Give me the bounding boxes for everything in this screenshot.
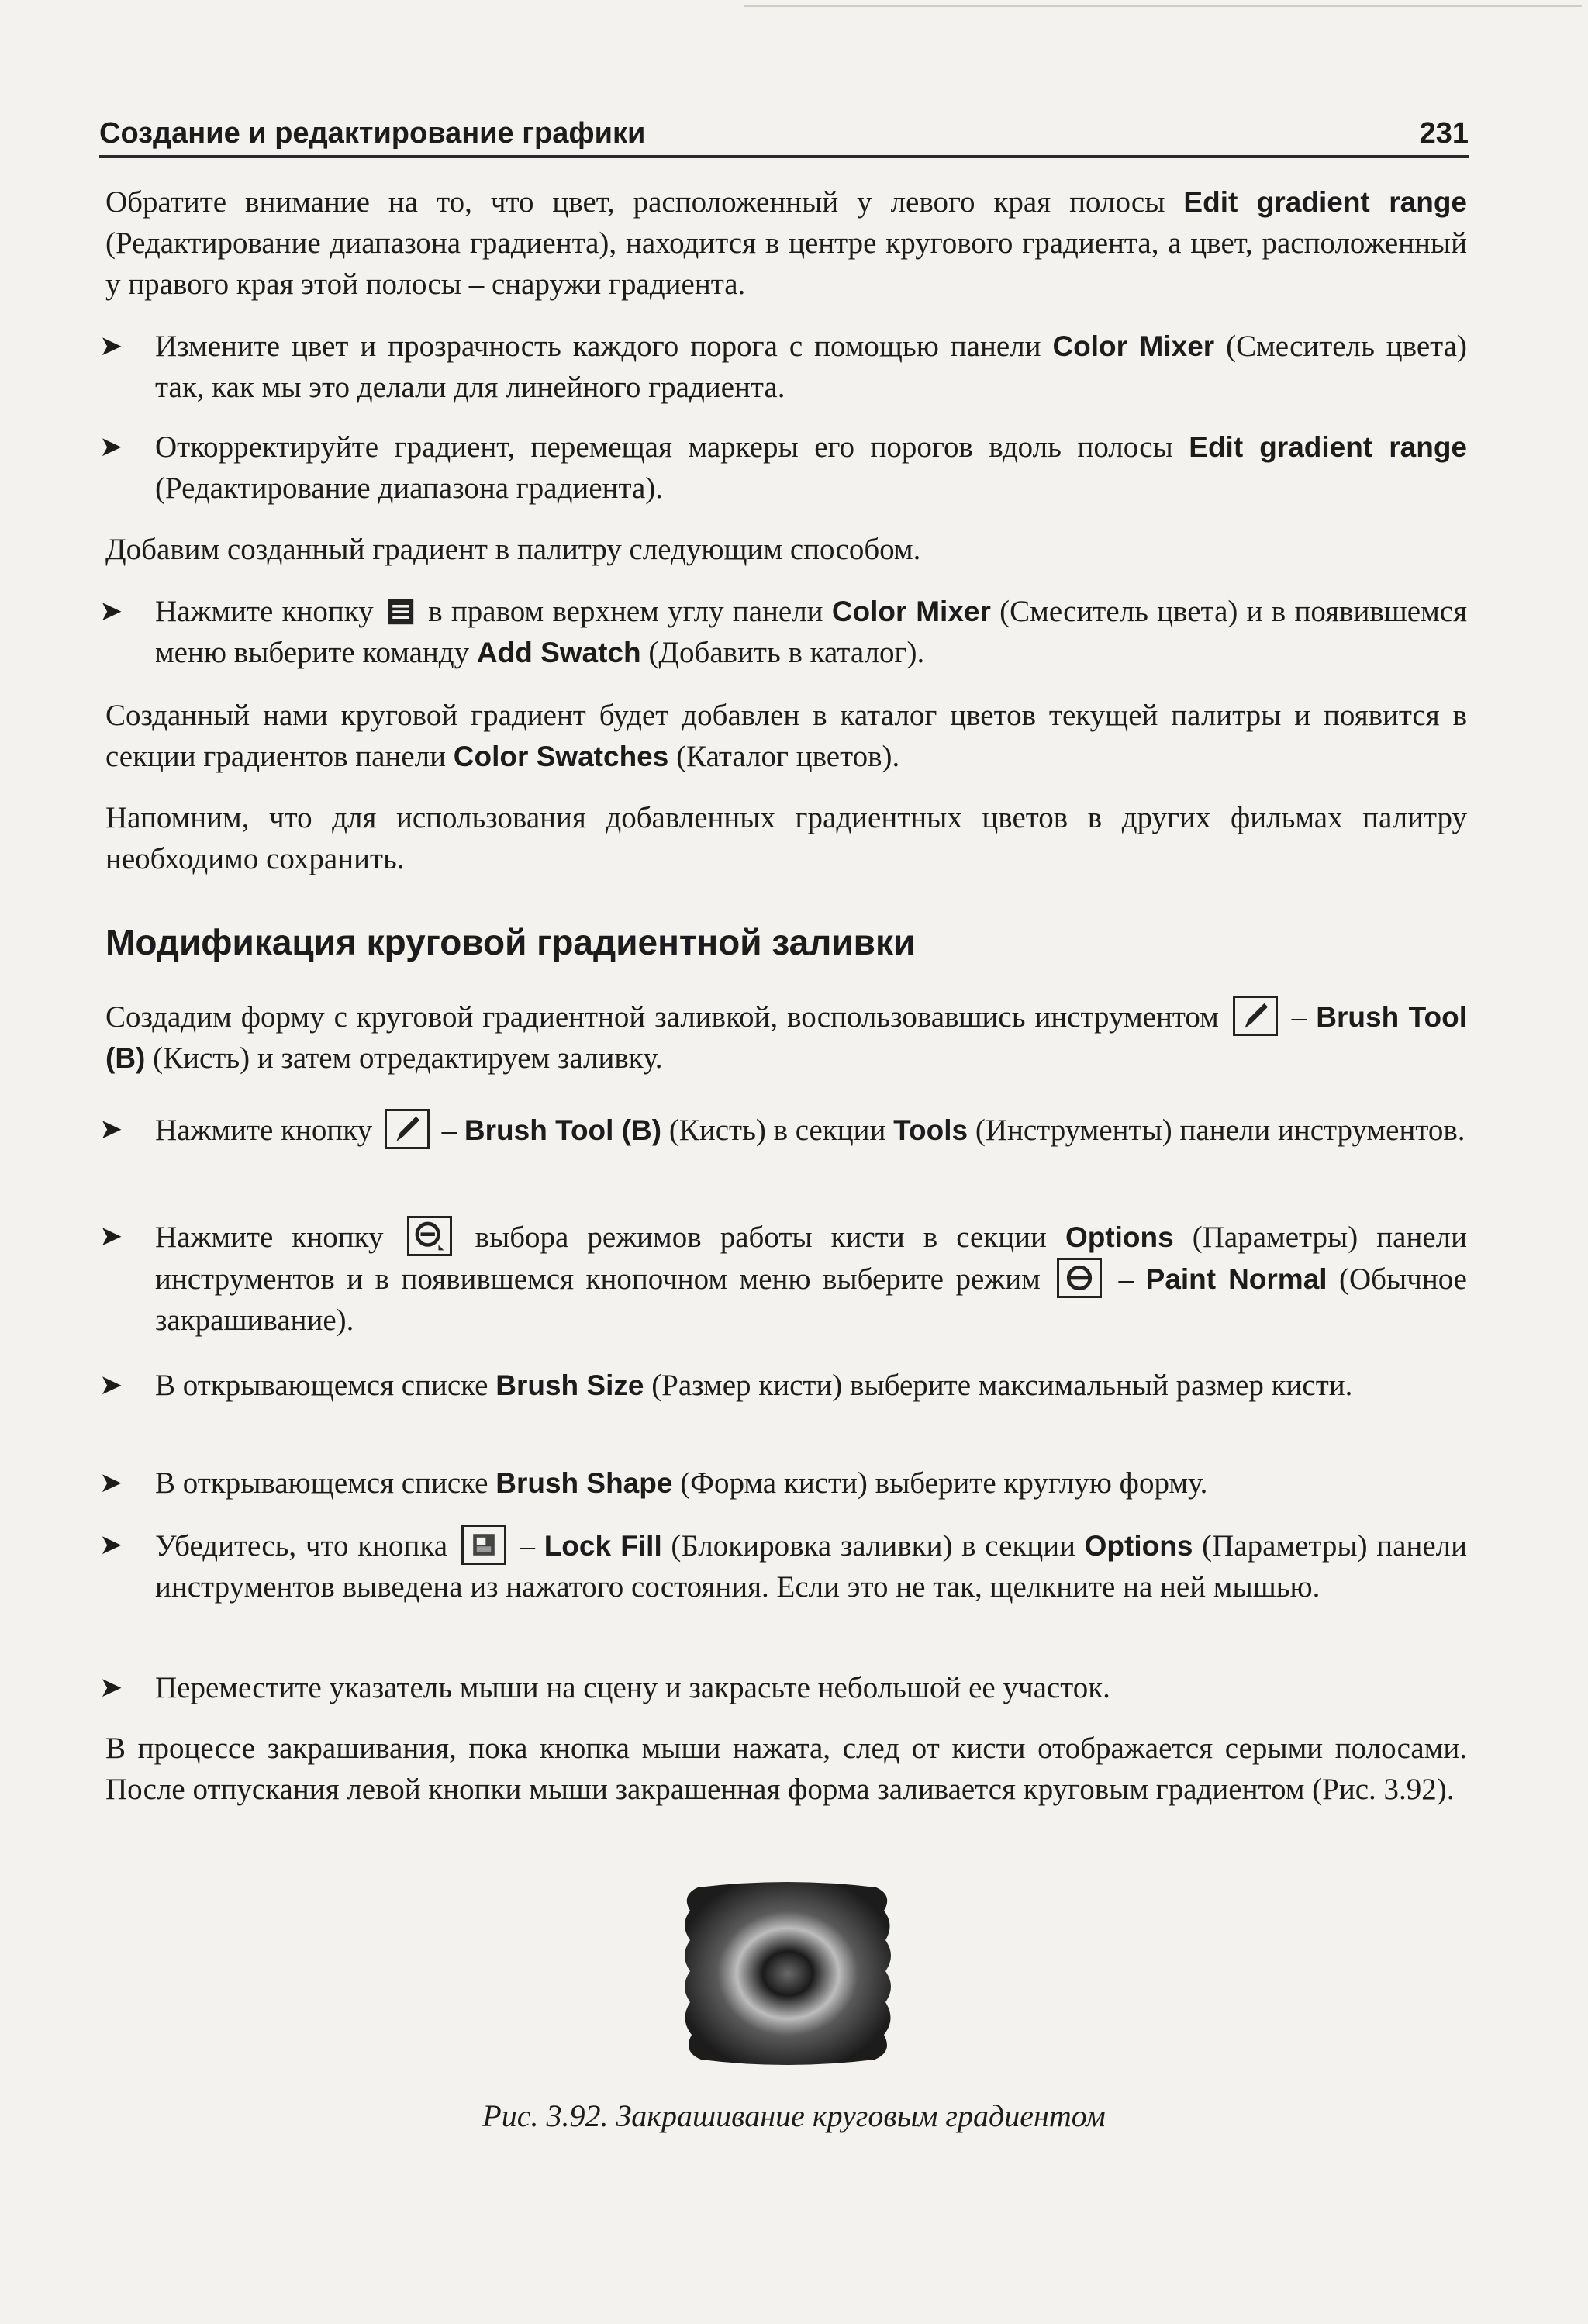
text: Переместите указатель мыши на сцену и закрасьте небольшой ее участок. <box>155 1671 1110 1704</box>
term-brush-tool: Brush Tool (B) <box>105 1001 1468 1074</box>
text: Измените цвет и прозрачность каждого порога с помощью панели <box>155 330 1053 363</box>
bullet-arrow: ➤ <box>99 431 123 462</box>
bullet-arrow: ➤ <box>99 1114 123 1145</box>
lock-fill-icon <box>461 1525 506 1565</box>
text: (Редактирование диапазона градиента). <box>155 471 664 505</box>
text: Нажмите кнопку <box>155 1221 402 1254</box>
text: (Каталог цветов). <box>668 740 900 773</box>
text: – <box>1282 1000 1317 1034</box>
running-header <box>99 115 1469 158</box>
text: (Добавить в каталог). <box>640 636 925 669</box>
text: Обратите внимание на то, что цвет, расположенный у левого края полосы <box>105 185 1184 219</box>
list-item <box>155 326 1467 408</box>
list-item <box>155 1462 1467 1504</box>
text: (Блокировка заливки) в секции <box>661 1529 1085 1563</box>
paragraph-gradient-colors <box>105 181 1467 305</box>
paragraph-brush-intro <box>105 996 1467 1079</box>
term-options: Options <box>1084 1530 1193 1562</box>
text: (Смеситель цвета) так, как мы это делали для линейного градиента. <box>155 330 1467 404</box>
bullet-arrow: ➤ <box>99 1221 123 1252</box>
text: (Обычное закрашивание). <box>155 1262 1467 1337</box>
term-add-swatch: Add Swatch <box>476 637 641 668</box>
list-item <box>155 1525 1467 1607</box>
text: выбора режимов работы кисти в секции <box>456 1221 1065 1254</box>
term-brush-shape: Brush Shape <box>495 1467 673 1499</box>
term-edit-gradient-range: Edit gradient range <box>1189 431 1467 463</box>
bullet-arrow: ➤ <box>99 596 123 627</box>
figure-radial-gradient-shape <box>675 1877 899 2070</box>
paragraph-painting-result <box>105 1728 1467 1810</box>
text: Нажмите кнопку <box>155 1114 380 1147</box>
text: Нажмите кнопку <box>155 595 382 628</box>
text: Создадим форму с круговой градиентной заливкой, воспользовавшись инструментом <box>105 1000 1228 1034</box>
text: В открывающемся списке <box>155 1466 496 1500</box>
term-tools: Tools <box>893 1114 968 1146</box>
text: (Редактирование диапазона градиента), находится в центре кругового градиента, а цвет, расположенный у правого края этой полосы – снаружи градиента. <box>105 226 1467 301</box>
term-color-swatches: Color Swatches <box>453 741 669 772</box>
term-brush-tool: Brush Tool (B) <box>464 1114 662 1146</box>
text: Убедитесь, что кнопка <box>155 1529 457 1563</box>
bullet-arrow: ➤ <box>99 330 123 361</box>
text: (Параметры) панели инструментов выведена из нажатого состояния. Если это не так, щелкните на ней мышью. <box>155 1529 1467 1604</box>
text: – <box>433 1114 464 1147</box>
paragraph-swatches <box>105 695 1467 777</box>
bullet-arrow: ➤ <box>99 1529 123 1560</box>
term-color-mixer: Color Mixer <box>1052 330 1215 362</box>
text: (Форма кисти) выберите круглую форму. <box>672 1466 1208 1500</box>
text: в правом верхнем углу панели <box>419 595 832 628</box>
term-options: Options <box>1065 1221 1174 1253</box>
panel-menu-icon <box>387 598 415 626</box>
text: В процессе закрашивания, пока кнопка мыши нажата, след от кисти отображается серыми полосами. После отпускания левой кнопки мыши закрашенная форма заливается круговым градиентом (Рис. 3.92). <box>105 1732 1467 1806</box>
list-item <box>155 1109 1467 1151</box>
list-item <box>155 426 1467 509</box>
paragraph-save-palette <box>105 797 1467 879</box>
brush-mode-icon <box>407 1216 452 1256</box>
text: (Параметры) панели инструментов и в появившемся кнопочном меню выберите режим <box>155 1221 1467 1296</box>
text: Откорректируйте градиент, перемещая маркеры его порогов вдоль полосы <box>155 430 1189 464</box>
term-paint-normal: Paint Normal <box>1145 1263 1327 1295</box>
paragraph-add-gradient <box>105 529 1467 570</box>
header-title: Создание и редактирование графики <box>99 117 646 150</box>
text: Напомним, что для использования добавленных градиентных цветов в других фильмах палитру необходимо сохранить. <box>105 801 1467 875</box>
text: (Кисть) в секции <box>661 1114 894 1147</box>
brush-tool-icon <box>385 1109 430 1149</box>
term-brush-size: Brush Size <box>495 1369 644 1401</box>
text: (Смеситель цвета) и в появившемся меню выберите команду <box>155 595 1468 669</box>
brush-tool-icon <box>1233 996 1278 1036</box>
text: (Кисть) и затем отредактируем заливку. <box>145 1041 663 1075</box>
text: – <box>510 1529 544 1563</box>
list-item <box>155 1365 1467 1406</box>
bullet-arrow: ➤ <box>99 1467 123 1498</box>
text: (Размер кисти) выберите максимальный размер кисти. <box>644 1369 1353 1402</box>
figure-caption: Рис. 3.92. Закрашивание круговым градиентом <box>482 2098 1106 2133</box>
scan-edge-line <box>744 5 1582 7</box>
list-item <box>155 591 1467 673</box>
term-lock-fill: Lock Fill <box>544 1530 662 1562</box>
list-item <box>155 1216 1467 1341</box>
text: – <box>1106 1262 1146 1296</box>
text: Созданный нами круговой градиент будет добавлен в каталог цветов текущей палитры и появится в секции градиентов панели <box>105 699 1467 773</box>
text: (Инструменты) панели инструментов. <box>968 1114 1465 1147</box>
text: В открывающемся списке <box>155 1369 496 1402</box>
bullet-arrow: ➤ <box>99 1672 123 1703</box>
term-edit-gradient-range: Edit gradient range <box>1183 186 1468 218</box>
paint-normal-icon <box>1057 1258 1102 1298</box>
text: Добавим созданный градиент в палитру следующим способом. <box>105 533 921 566</box>
page-number: 231 <box>1419 117 1469 150</box>
list-item <box>155 1667 1467 1708</box>
bullet-arrow: ➤ <box>99 1369 123 1400</box>
term-color-mixer: Color Mixer <box>831 596 991 627</box>
section-heading: Модификация круговой градиентной заливки <box>105 922 916 962</box>
